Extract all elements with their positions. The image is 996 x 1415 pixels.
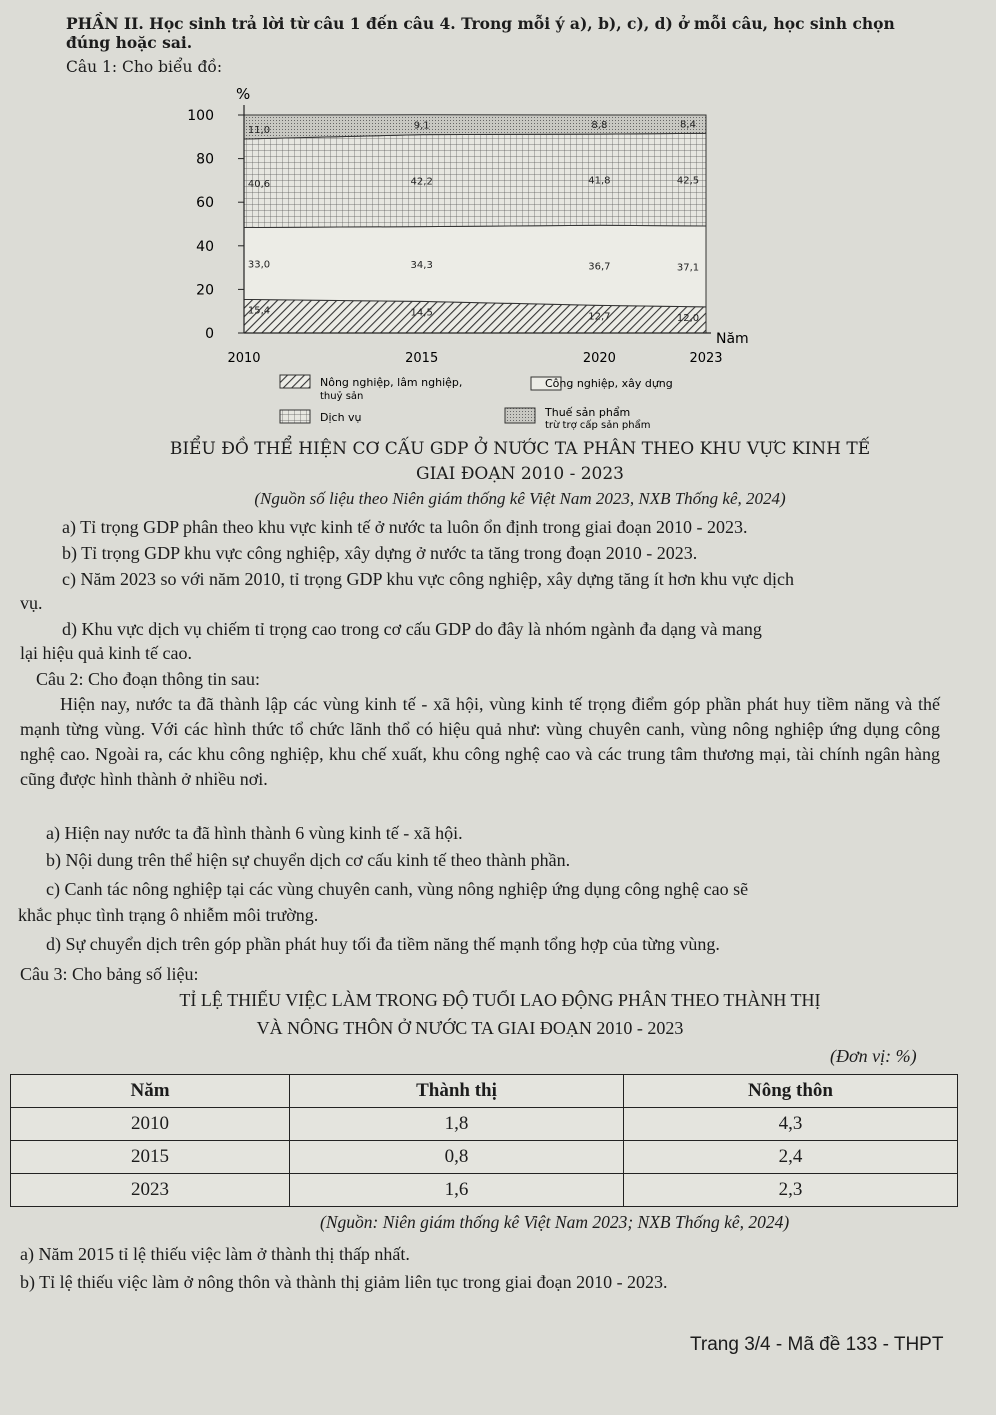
table-row bbox=[11, 1108, 958, 1141]
table-cell: 2010 bbox=[11, 1108, 290, 1141]
x-tick-label: 2010 bbox=[227, 351, 261, 366]
q1-option-b: b) Tỉ trọng GDP khu vực công nghiệp, xây dựng ở nước ta tăng trong đoạn 2010 - 2023. bbox=[62, 543, 698, 563]
y-tick-label: 80 bbox=[196, 151, 214, 168]
q2-passage: Hiện nay, nước ta đã thành lập các vùng kinh tế - xã hội, vùng kinh tế trọng điểm góp phần phát huy tiềm năng và thế mạnh từng vùng. Với các hình thức tổ chức lãnh thổ có hiệu quả như: vùng chuyên canh, vùng nông nghiệp ứng dụng công nghệ cao. Ngoài ra, các khu công nghiệp, khu chế xuất, khu công nghệ cao và các trung tâm thương mại, tài chính ngân hàng cũng được hình thành ở nhiều nơi. bbox=[20, 694, 940, 789]
legend-label-tax-2: trừ trợ cấp sản phẩm bbox=[545, 420, 651, 431]
table-header-cell: Nông thôn bbox=[624, 1075, 958, 1108]
gdp-structure-chart bbox=[0, 80, 996, 440]
x-axis-label: Năm bbox=[716, 331, 749, 347]
legend-label-agri-1: Nông nghiệp, lâm nghiệp, bbox=[320, 376, 463, 389]
q1-option-d-line2: lại hiệu quả kinh tế cao. bbox=[20, 643, 192, 663]
value-label: 34,3 bbox=[410, 260, 433, 272]
y-tick-label: 100 bbox=[187, 108, 214, 124]
value-label: 41,8 bbox=[588, 175, 611, 187]
legend-label-agri-2: thuỷ sản bbox=[320, 391, 364, 402]
q2-option-b: b) Nội dung trên thể hiện sự chuyển dịch cơ cấu kinh tế theo thành phần. bbox=[46, 850, 571, 870]
y-tick-label: 20 bbox=[196, 282, 214, 299]
legend-label-ind: Công nghiệp, xây dựng bbox=[545, 377, 673, 390]
table-cell: 2,3 bbox=[624, 1174, 958, 1207]
y-tick-label: 60 bbox=[196, 195, 214, 212]
value-label: 42,2 bbox=[410, 176, 433, 188]
table-header-cell: Thành thị bbox=[290, 1075, 624, 1108]
value-label: 42,5 bbox=[676, 175, 700, 187]
q1-option-c-line2: vụ. bbox=[20, 593, 43, 613]
y-tick-label: 0 bbox=[205, 326, 214, 342]
value-label: 40,6 bbox=[247, 179, 271, 191]
legend-swatch-agri bbox=[280, 375, 310, 388]
value-label: 11,0 bbox=[247, 124, 271, 136]
page-footer: Trang 3/4 - Mã đề 133 - THPT bbox=[690, 1334, 944, 1355]
table-cell: 1,6 bbox=[290, 1174, 624, 1207]
section-header bbox=[66, 14, 946, 52]
table-cell: 4,3 bbox=[624, 1108, 958, 1141]
chart-legend bbox=[280, 375, 673, 431]
table-header-row bbox=[11, 1075, 958, 1108]
q1-option-c-line1: c) Năm 2023 so với năm 2010, tỉ trọng GDP khu vực công nghiệp, xây dựng tăng ít hơn khu vực dịch bbox=[62, 569, 795, 589]
q1-option-a: a) Tỉ trọng GDP phân theo khu vực kinh tế ở nước ta luôn ổn định trong giai đoạn 2010 - 2023. bbox=[62, 517, 748, 537]
value-label: 36,7 bbox=[588, 261, 611, 273]
y-tick-label: 40 bbox=[196, 238, 214, 255]
q1-option-d-line1: d) Khu vực dịch vụ chiếm tỉ trọng cao trong cơ cấu GDP do đây là nhóm ngành đa dạng và mang bbox=[62, 619, 762, 639]
table-title-1: TỈ LỆ THIẾU VIỆC LÀM TRONG ĐỘ TUỔI LAO ĐỘNG PHÂN THEO THÀNH THỊ bbox=[179, 990, 821, 1010]
value-label: 12,7 bbox=[588, 311, 611, 323]
q3-option-a: a) Năm 2015 tỉ lệ thiếu việc làm ở thành thị thấp nhất. bbox=[20, 1244, 410, 1264]
question-3-intro: Câu 3: Cho bảng số liệu: bbox=[20, 964, 199, 984]
table-row bbox=[11, 1174, 958, 1207]
value-label: 12,0 bbox=[676, 312, 700, 324]
table-source: (Nguồn: Niên giám thống kê Việt Nam 2023; NXB Thống kê, 2024) bbox=[320, 1212, 790, 1232]
table-cell: 2,4 bbox=[624, 1141, 958, 1174]
q2-option-c-line1: c) Canh tác nông nghiệp tại các vùng chuyên canh, vùng nông nghiệp ứng dụng công nghệ cao sẽ bbox=[46, 879, 749, 899]
q2-option-a: a) Hiện nay nước ta đã hình thành 6 vùng kinh tế - xã hội. bbox=[46, 823, 463, 843]
unemployment-table bbox=[10, 1074, 958, 1207]
value-label: 15,4 bbox=[247, 305, 271, 317]
q3-option-b: b) Tỉ lệ thiếu việc làm ở nông thôn và thành thị giảm liên tục trong giai đoạn 2010 - 2023. bbox=[20, 1272, 668, 1292]
value-label: 37,1 bbox=[676, 262, 700, 274]
table-cell: 1,8 bbox=[290, 1108, 624, 1141]
table-row bbox=[11, 1141, 958, 1174]
q2-option-c-line2: khắc phục tình trạng ô nhiễm môi trường. bbox=[18, 905, 319, 925]
table-unit: (Đơn vị: %) bbox=[830, 1046, 917, 1066]
q2-option-d: d) Sự chuyển dịch trên góp phần phát huy tối đa tiềm năng thế mạnh tổng hợp của từng vùng. bbox=[46, 934, 720, 954]
area-services bbox=[244, 133, 706, 227]
table-cell: 2023 bbox=[11, 1174, 290, 1207]
chart-source: (Nguồn số liệu theo Niên giám thống kê Việt Nam 2023, NXB Thống kê, 2024) bbox=[254, 489, 786, 508]
chart-title-2: GIAI ĐOẠN 2010 - 2023 bbox=[416, 464, 624, 484]
legend-label-serv: Dịch vụ bbox=[320, 411, 362, 424]
y-axis-label: % bbox=[236, 85, 251, 103]
question-1-intro: Câu 1: Cho biểu đồ: bbox=[66, 58, 223, 76]
question-2-intro: Câu 2: Cho đoạn thông tin sau: bbox=[36, 669, 260, 689]
value-label: 33,0 bbox=[247, 259, 271, 271]
value-label: 8,4 bbox=[680, 119, 696, 131]
table-title-2: VÀ NÔNG THÔN Ở NƯỚC TA GIAI ĐOẠN 2010 - 2023 bbox=[256, 1018, 684, 1038]
x-tick-label: 2023 bbox=[689, 351, 723, 366]
section-header-line2: đúng hoặc sai. bbox=[66, 33, 193, 52]
table-cell: 2015 bbox=[11, 1141, 290, 1174]
legend-swatch-tax bbox=[505, 408, 535, 423]
table-header-cell: Năm bbox=[11, 1075, 290, 1108]
value-label: 8,8 bbox=[591, 120, 608, 132]
section-header-line1: PHẦN II. Học sinh trả lời từ câu 1 đến câu 4. Trong mỗi ý a), b), c), d) ở mỗi câu, học sinh chọn bbox=[66, 14, 895, 33]
table-cell: 0,8 bbox=[290, 1141, 624, 1174]
chart-title-1: BIỂU ĐỒ THỂ HIỆN CƠ CẤU GDP Ở NƯỚC TA PHÂN THEO KHU VỰC KINH TẾ bbox=[169, 439, 871, 459]
x-tick-label: 2015 bbox=[405, 351, 439, 366]
value-label: 9,1 bbox=[413, 120, 430, 132]
value-label: 14,5 bbox=[410, 307, 433, 319]
chart-layers bbox=[244, 115, 706, 333]
legend-label-tax-1: Thuế sản phẩm bbox=[545, 406, 631, 419]
x-tick-label: 2020 bbox=[582, 351, 616, 366]
area-industry bbox=[244, 225, 706, 307]
legend-swatch-serv bbox=[280, 410, 310, 423]
